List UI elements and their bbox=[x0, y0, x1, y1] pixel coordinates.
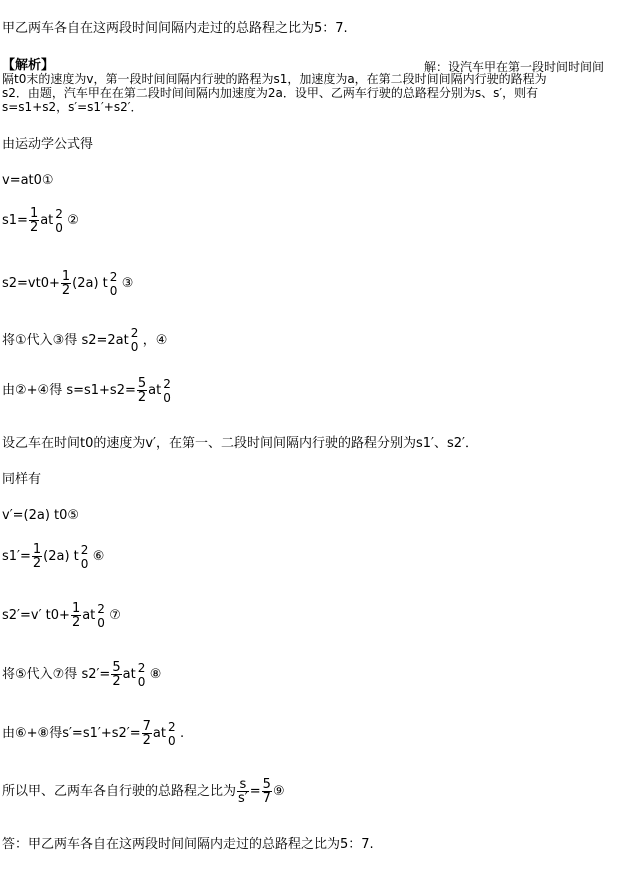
eq2-term: at bbox=[40, 213, 54, 228]
ratio-fraction-value: $\frac{5}{7}$ bbox=[262, 777, 271, 806]
formula-intro: 由运动学公式得 bbox=[2, 137, 94, 152]
ratio-fraction-s: $\frac{s}{s'}$ bbox=[238, 777, 248, 806]
eq4-text: 将①代入③得 s2=2at bbox=[2, 332, 129, 348]
eq2-fraction: $\frac{1}{2}$ bbox=[29, 206, 39, 235]
eq2-mark: ② bbox=[67, 213, 79, 228]
eq7-term: (2a) t bbox=[43, 549, 79, 564]
final-answer: 答：甲乙两车各自在这两段时间间隔内走过的总路程之比为5：7. bbox=[2, 837, 374, 852]
analysis-line-3: s2．由题，汽车甲在在第二段时间间隔内加速度为2a．设甲、乙两车行驶的总路程分别为s、s′，则有 bbox=[2, 86, 539, 100]
equation-3 bbox=[2, 270, 133, 297]
eq7-fraction: $\frac{1}{2}$ bbox=[32, 542, 42, 571]
equation-10 bbox=[2, 720, 184, 747]
eq7-lhs: s1′= bbox=[2, 549, 31, 564]
eq5-lhs: 由②+④得 s=s1+s2= bbox=[2, 383, 136, 398]
eq9-term: at bbox=[122, 667, 136, 682]
equation-8 bbox=[2, 602, 121, 629]
eq5-term: at bbox=[148, 383, 162, 398]
eq4-mark: ，④ bbox=[142, 332, 168, 348]
eq3-exponent: 2 0 bbox=[109, 269, 118, 298]
eq8-fraction: $\frac{1}{2}$ bbox=[71, 601, 81, 630]
analysis-header: 【解析】 bbox=[2, 58, 55, 73]
ratio-mark: ⑨ bbox=[272, 784, 285, 799]
eq2-exponent: 2 0 bbox=[55, 206, 63, 235]
analysis-line-2: 隔t0末的速度为v，第一段时间间隔内行驶的路程为s1，加速度为a，在第二段时间间隔内行驶的路程为 bbox=[2, 72, 547, 86]
eq9-mark: ⑧ bbox=[149, 667, 162, 682]
ratio-line bbox=[2, 778, 285, 805]
analysis-line-4: s=s1+s2，s′=s1′+s2′． bbox=[2, 100, 143, 114]
eq5-fraction: $\frac{5}{2}$ bbox=[137, 376, 147, 405]
equation-4 bbox=[2, 328, 167, 352]
eq10-lhs: 由⑥+⑧得s′=s1′+s2′= bbox=[2, 726, 141, 741]
eq10-term: at bbox=[152, 726, 166, 741]
ratio-text: 所以甲、乙两车各自行驶的总路程之比为 bbox=[2, 784, 237, 799]
eq3-term: (2a) t bbox=[72, 276, 108, 291]
equation-5 bbox=[2, 377, 175, 404]
equation-7 bbox=[2, 543, 104, 570]
similarly-label: 同样有 bbox=[2, 472, 42, 487]
eq3-fraction: $\frac{1}{2}$ bbox=[61, 269, 71, 298]
eq9-lhs: 将⑤代入⑦得 s2′= bbox=[2, 667, 111, 682]
eq10-fraction: $\frac{7}{2}$ bbox=[142, 719, 151, 748]
eq7-mark: ⑥ bbox=[92, 549, 105, 564]
eq7-exponent: 2 0 bbox=[80, 542, 89, 571]
eq8-mark: ⑦ bbox=[109, 608, 121, 623]
eq8-lhs: s2′=v′ t0+ bbox=[2, 608, 70, 623]
eq10-exponent: 2 0 bbox=[167, 719, 176, 748]
eq4-exponent: 2 0 bbox=[130, 326, 139, 354]
car-b-intro: 设乙车在时间t0的速度为v′，在第一、二段时间间隔内行驶的路程分别为s1′、s2′． bbox=[2, 436, 479, 451]
ratio-equals: = bbox=[249, 784, 261, 799]
equation-1: v=at0① bbox=[2, 173, 54, 188]
eq8-exponent: 2 0 bbox=[97, 601, 105, 630]
top-conclusion: 甲乙两车各自在这两段时间间隔内走过的总路程之比为5：7. bbox=[2, 21, 348, 36]
eq8-term: at bbox=[82, 608, 96, 623]
equation-2 bbox=[2, 207, 79, 234]
eq9-fraction: $\frac{5}{2}$ bbox=[112, 660, 121, 689]
eq5-exponent: 2 0 bbox=[163, 376, 171, 405]
eq3-mark: ③ bbox=[121, 276, 134, 291]
eq3-lhs: s2=vt0+ bbox=[2, 276, 60, 291]
equation-6: v′=(2a) t0⑤ bbox=[2, 508, 80, 523]
eq2-lhs: s1= bbox=[2, 213, 28, 228]
analysis-intro: 解：设汽车甲在第一段时间时间间 bbox=[424, 60, 605, 74]
eq10-mark: . bbox=[179, 726, 185, 741]
equation-9 bbox=[2, 661, 161, 688]
eq9-exponent: 2 0 bbox=[137, 660, 146, 689]
